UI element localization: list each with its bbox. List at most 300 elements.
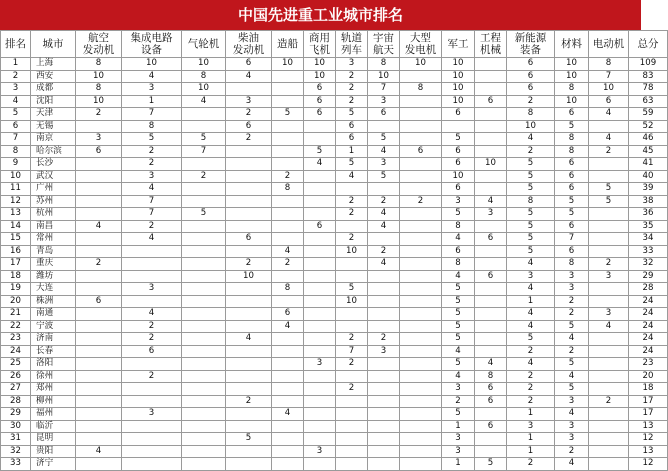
score-cell[interactable]: 2: [336, 333, 368, 346]
score-cell[interactable]: 1: [442, 420, 475, 433]
score-cell[interactable]: [122, 270, 182, 283]
score-cell[interactable]: [76, 408, 122, 421]
score-cell[interactable]: 10: [182, 58, 226, 71]
score-cell[interactable]: 2: [122, 145, 182, 158]
score-cell[interactable]: [304, 270, 336, 283]
score-cell[interactable]: 4: [555, 370, 589, 383]
total-score-cell[interactable]: 24: [629, 333, 668, 346]
city-cell[interactable]: 南昌: [31, 220, 76, 233]
score-cell[interactable]: 4: [76, 220, 122, 233]
city-cell[interactable]: 沈阳: [31, 95, 76, 108]
score-cell[interactable]: 2: [555, 345, 589, 358]
column-header[interactable]: 排名: [1, 31, 31, 58]
score-cell[interactable]: [368, 395, 400, 408]
score-cell[interactable]: 10: [555, 95, 589, 108]
score-cell[interactable]: 6: [226, 120, 272, 133]
score-cell[interactable]: [226, 420, 272, 433]
score-cell[interactable]: 3: [555, 283, 589, 296]
score-cell[interactable]: 7: [122, 208, 182, 221]
total-score-cell[interactable]: 52: [629, 120, 668, 133]
city-cell[interactable]: 无锡: [31, 120, 76, 133]
score-cell[interactable]: 2: [336, 358, 368, 371]
score-cell[interactable]: 4: [76, 445, 122, 458]
rank-cell[interactable]: 3: [1, 83, 31, 96]
score-cell[interactable]: [304, 133, 336, 146]
score-cell[interactable]: 2: [182, 170, 226, 183]
score-cell[interactable]: [589, 220, 629, 233]
score-cell[interactable]: 10: [336, 295, 368, 308]
score-cell[interactable]: 4: [304, 158, 336, 171]
score-cell[interactable]: [400, 170, 442, 183]
score-cell[interactable]: [76, 308, 122, 321]
score-cell[interactable]: 3: [122, 170, 182, 183]
score-cell[interactable]: [368, 308, 400, 321]
city-cell[interactable]: 南京: [31, 133, 76, 146]
score-cell[interactable]: [272, 333, 304, 346]
score-cell[interactable]: [226, 408, 272, 421]
score-cell[interactable]: 5: [122, 133, 182, 146]
score-cell[interactable]: [76, 383, 122, 396]
column-header[interactable]: 大型 发电机: [400, 31, 442, 58]
score-cell[interactable]: 3: [442, 445, 475, 458]
score-cell[interactable]: 4: [122, 233, 182, 246]
total-score-cell[interactable]: 38: [629, 195, 668, 208]
score-cell[interactable]: 5: [304, 145, 336, 158]
score-cell[interactable]: [336, 320, 368, 333]
rank-cell[interactable]: 28: [1, 395, 31, 408]
column-header[interactable]: 宇宙 航天: [368, 31, 400, 58]
score-cell[interactable]: [304, 120, 336, 133]
score-cell[interactable]: 2: [336, 83, 368, 96]
score-cell[interactable]: [304, 408, 336, 421]
score-cell[interactable]: [304, 283, 336, 296]
city-cell[interactable]: 福州: [31, 408, 76, 421]
score-cell[interactable]: 2: [226, 395, 272, 408]
total-score-cell[interactable]: 24: [629, 308, 668, 321]
score-cell[interactable]: 8: [507, 195, 555, 208]
score-cell[interactable]: 2: [368, 245, 400, 258]
city-cell[interactable]: 南通: [31, 308, 76, 321]
score-cell[interactable]: 3: [555, 270, 589, 283]
score-cell[interactable]: 10: [304, 58, 336, 71]
score-cell[interactable]: 6: [442, 183, 475, 196]
score-cell[interactable]: 5: [507, 170, 555, 183]
score-cell[interactable]: [226, 370, 272, 383]
rank-cell[interactable]: 31: [1, 433, 31, 446]
score-cell[interactable]: 10: [507, 120, 555, 133]
score-cell[interactable]: 4: [442, 233, 475, 246]
total-score-cell[interactable]: 17: [629, 395, 668, 408]
score-cell[interactable]: [304, 295, 336, 308]
score-cell[interactable]: 4: [442, 270, 475, 283]
score-cell[interactable]: 1: [122, 95, 182, 108]
score-cell[interactable]: [272, 208, 304, 221]
score-cell[interactable]: [226, 283, 272, 296]
score-cell[interactable]: [304, 420, 336, 433]
score-cell[interactable]: [122, 245, 182, 258]
score-cell[interactable]: [400, 183, 442, 196]
total-score-cell[interactable]: 32: [629, 258, 668, 271]
rank-cell[interactable]: 29: [1, 408, 31, 421]
score-cell[interactable]: 3: [442, 195, 475, 208]
score-cell[interactable]: 2: [507, 345, 555, 358]
score-cell[interactable]: [226, 320, 272, 333]
city-cell[interactable]: 济南: [31, 333, 76, 346]
score-cell[interactable]: 10: [442, 170, 475, 183]
city-cell[interactable]: 宁波: [31, 320, 76, 333]
score-cell[interactable]: [400, 158, 442, 171]
score-cell[interactable]: [122, 295, 182, 308]
city-cell[interactable]: 武汉: [31, 170, 76, 183]
column-header[interactable]: 城市: [31, 31, 76, 58]
score-cell[interactable]: [272, 233, 304, 246]
score-cell[interactable]: [589, 383, 629, 396]
score-cell[interactable]: [182, 420, 226, 433]
score-cell[interactable]: [589, 158, 629, 171]
score-cell[interactable]: [400, 233, 442, 246]
score-cell[interactable]: [475, 108, 507, 121]
score-cell[interactable]: [226, 345, 272, 358]
rank-cell[interactable]: 2: [1, 70, 31, 83]
score-cell[interactable]: 2: [122, 320, 182, 333]
rank-cell[interactable]: 30: [1, 420, 31, 433]
total-score-cell[interactable]: 36: [629, 208, 668, 221]
score-cell[interactable]: [336, 220, 368, 233]
score-cell[interactable]: [182, 433, 226, 446]
total-score-cell[interactable]: 45: [629, 145, 668, 158]
score-cell[interactable]: [76, 345, 122, 358]
city-cell[interactable]: 青岛: [31, 245, 76, 258]
score-cell[interactable]: 5: [442, 133, 475, 146]
score-cell[interactable]: [304, 458, 336, 471]
score-cell[interactable]: 2: [368, 195, 400, 208]
score-cell[interactable]: 3: [368, 95, 400, 108]
score-cell[interactable]: [182, 345, 226, 358]
score-cell[interactable]: 5: [368, 170, 400, 183]
score-cell[interactable]: [122, 395, 182, 408]
score-cell[interactable]: [272, 195, 304, 208]
score-cell[interactable]: 2: [76, 108, 122, 121]
score-cell[interactable]: [336, 370, 368, 383]
score-cell[interactable]: [272, 370, 304, 383]
score-cell[interactable]: [304, 383, 336, 396]
score-cell[interactable]: 10: [555, 58, 589, 71]
score-cell[interactable]: 10: [336, 245, 368, 258]
score-cell[interactable]: [272, 220, 304, 233]
score-cell[interactable]: [272, 358, 304, 371]
score-cell[interactable]: 4: [555, 408, 589, 421]
score-cell[interactable]: [400, 345, 442, 358]
score-cell[interactable]: [182, 395, 226, 408]
city-cell[interactable]: 长春: [31, 345, 76, 358]
score-cell[interactable]: 5: [555, 320, 589, 333]
total-score-cell[interactable]: 28: [629, 283, 668, 296]
score-cell[interactable]: 2: [589, 258, 629, 271]
rank-cell[interactable]: 22: [1, 320, 31, 333]
score-cell[interactable]: [76, 320, 122, 333]
score-cell[interactable]: [304, 395, 336, 408]
score-cell[interactable]: 2: [336, 208, 368, 221]
score-cell[interactable]: [400, 395, 442, 408]
city-cell[interactable]: 昆明: [31, 433, 76, 446]
score-cell[interactable]: [368, 320, 400, 333]
score-cell[interactable]: 8: [272, 183, 304, 196]
score-cell[interactable]: [76, 170, 122, 183]
score-cell[interactable]: [589, 445, 629, 458]
total-score-cell[interactable]: 35: [629, 220, 668, 233]
score-cell[interactable]: [226, 208, 272, 221]
score-cell[interactable]: [400, 220, 442, 233]
score-cell[interactable]: 3: [442, 433, 475, 446]
city-cell[interactable]: 临沂: [31, 420, 76, 433]
score-cell[interactable]: 8: [442, 220, 475, 233]
score-cell[interactable]: 4: [368, 208, 400, 221]
score-cell[interactable]: [76, 420, 122, 433]
city-cell[interactable]: 杭州: [31, 208, 76, 221]
score-cell[interactable]: 3: [507, 270, 555, 283]
score-cell[interactable]: 6: [475, 95, 507, 108]
score-cell[interactable]: [475, 70, 507, 83]
score-cell[interactable]: 8: [76, 83, 122, 96]
score-cell[interactable]: [272, 95, 304, 108]
city-cell[interactable]: 潍坊: [31, 270, 76, 283]
score-cell[interactable]: 6: [555, 245, 589, 258]
score-cell[interactable]: 8: [555, 145, 589, 158]
rank-cell[interactable]: 33: [1, 458, 31, 471]
total-score-cell[interactable]: 46: [629, 133, 668, 146]
score-cell[interactable]: [475, 120, 507, 133]
score-cell[interactable]: 3: [226, 95, 272, 108]
column-header[interactable]: 总分: [629, 31, 668, 58]
score-cell[interactable]: 6: [336, 133, 368, 146]
score-cell[interactable]: [76, 270, 122, 283]
city-cell[interactable]: 西安: [31, 70, 76, 83]
score-cell[interactable]: [76, 208, 122, 221]
rank-cell[interactable]: 15: [1, 233, 31, 246]
score-cell[interactable]: [122, 258, 182, 271]
score-cell[interactable]: 10: [122, 58, 182, 71]
score-cell[interactable]: [400, 433, 442, 446]
score-cell[interactable]: 8: [555, 133, 589, 146]
score-cell[interactable]: 3: [555, 420, 589, 433]
rank-cell[interactable]: 26: [1, 370, 31, 383]
score-cell[interactable]: 2: [226, 108, 272, 121]
score-cell[interactable]: [76, 358, 122, 371]
score-cell[interactable]: 4: [368, 258, 400, 271]
score-cell[interactable]: 10: [272, 58, 304, 71]
score-cell[interactable]: [226, 383, 272, 396]
score-cell[interactable]: [272, 133, 304, 146]
total-score-cell[interactable]: 39: [629, 183, 668, 196]
score-cell[interactable]: 6: [475, 420, 507, 433]
score-cell[interactable]: [272, 295, 304, 308]
score-cell[interactable]: 5: [442, 283, 475, 296]
score-cell[interactable]: 7: [182, 145, 226, 158]
score-cell[interactable]: [182, 333, 226, 346]
score-cell[interactable]: [368, 120, 400, 133]
score-cell[interactable]: [475, 333, 507, 346]
score-cell[interactable]: [400, 108, 442, 121]
score-cell[interactable]: [336, 270, 368, 283]
score-cell[interactable]: [400, 245, 442, 258]
total-score-cell[interactable]: 40: [629, 170, 668, 183]
score-cell[interactable]: [400, 420, 442, 433]
score-cell[interactable]: 3: [555, 395, 589, 408]
rank-cell[interactable]: 7: [1, 133, 31, 146]
score-cell[interactable]: 2: [507, 145, 555, 158]
score-cell[interactable]: [368, 420, 400, 433]
score-cell[interactable]: [226, 445, 272, 458]
score-cell[interactable]: [475, 345, 507, 358]
score-cell[interactable]: 1: [507, 433, 555, 446]
score-cell[interactable]: [122, 383, 182, 396]
score-cell[interactable]: [272, 420, 304, 433]
score-cell[interactable]: [304, 333, 336, 346]
score-cell[interactable]: 6: [400, 145, 442, 158]
score-cell[interactable]: 5: [182, 208, 226, 221]
score-cell[interactable]: 4: [336, 170, 368, 183]
score-cell[interactable]: [475, 295, 507, 308]
score-cell[interactable]: [76, 370, 122, 383]
score-cell[interactable]: [272, 145, 304, 158]
score-cell[interactable]: 2: [555, 445, 589, 458]
score-cell[interactable]: 2: [122, 220, 182, 233]
score-cell[interactable]: 10: [475, 158, 507, 171]
score-cell[interactable]: [182, 308, 226, 321]
score-cell[interactable]: [336, 433, 368, 446]
rank-cell[interactable]: 21: [1, 308, 31, 321]
score-cell[interactable]: [475, 170, 507, 183]
column-header[interactable]: 材料: [555, 31, 589, 58]
score-cell[interactable]: 5: [442, 408, 475, 421]
score-cell[interactable]: [336, 420, 368, 433]
total-score-cell[interactable]: 109: [629, 58, 668, 71]
score-cell[interactable]: [272, 458, 304, 471]
score-cell[interactable]: [272, 158, 304, 171]
score-cell[interactable]: 6: [226, 233, 272, 246]
score-cell[interactable]: 5: [555, 358, 589, 371]
score-cell[interactable]: 6: [368, 108, 400, 121]
total-score-cell[interactable]: 41: [629, 158, 668, 171]
score-cell[interactable]: [226, 170, 272, 183]
score-cell[interactable]: 4: [507, 133, 555, 146]
score-cell[interactable]: [475, 283, 507, 296]
city-cell[interactable]: 成都: [31, 83, 76, 96]
score-cell[interactable]: [475, 183, 507, 196]
score-cell[interactable]: 1: [507, 408, 555, 421]
score-cell[interactable]: [400, 445, 442, 458]
rank-cell[interactable]: 13: [1, 208, 31, 221]
city-cell[interactable]: 徐州: [31, 370, 76, 383]
score-cell[interactable]: [76, 458, 122, 471]
score-cell[interactable]: 2: [272, 170, 304, 183]
score-cell[interactable]: [272, 345, 304, 358]
score-cell[interactable]: [589, 120, 629, 133]
score-cell[interactable]: [226, 158, 272, 171]
score-cell[interactable]: 3: [368, 158, 400, 171]
score-cell[interactable]: 10: [555, 70, 589, 83]
score-cell[interactable]: [272, 83, 304, 96]
score-cell[interactable]: [226, 183, 272, 196]
score-cell[interactable]: [182, 408, 226, 421]
score-cell[interactable]: [368, 295, 400, 308]
score-cell[interactable]: 8: [368, 58, 400, 71]
score-cell[interactable]: [272, 433, 304, 446]
score-cell[interactable]: 4: [589, 320, 629, 333]
score-cell[interactable]: [182, 158, 226, 171]
rank-cell[interactable]: 19: [1, 283, 31, 296]
score-cell[interactable]: [589, 233, 629, 246]
score-cell[interactable]: [589, 295, 629, 308]
score-cell[interactable]: 2: [507, 95, 555, 108]
total-score-cell[interactable]: 34: [629, 233, 668, 246]
score-cell[interactable]: [304, 320, 336, 333]
score-cell[interactable]: [589, 408, 629, 421]
score-cell[interactable]: 2: [507, 370, 555, 383]
score-cell[interactable]: 10: [400, 58, 442, 71]
score-cell[interactable]: 10: [442, 95, 475, 108]
score-cell[interactable]: 4: [507, 308, 555, 321]
score-cell[interactable]: [475, 245, 507, 258]
city-cell[interactable]: 广州: [31, 183, 76, 196]
score-cell[interactable]: 6: [442, 158, 475, 171]
score-cell[interactable]: [76, 195, 122, 208]
score-cell[interactable]: [182, 220, 226, 233]
score-cell[interactable]: [182, 195, 226, 208]
score-cell[interactable]: [226, 245, 272, 258]
column-header[interactable]: 柴油 发动机: [226, 31, 272, 58]
score-cell[interactable]: [76, 395, 122, 408]
score-cell[interactable]: [475, 58, 507, 71]
score-cell[interactable]: [182, 233, 226, 246]
city-cell[interactable]: 哈尔滨: [31, 145, 76, 158]
score-cell[interactable]: [182, 258, 226, 271]
rank-cell[interactable]: 14: [1, 220, 31, 233]
column-header[interactable]: 商用 飞机: [304, 31, 336, 58]
rank-cell[interactable]: 24: [1, 345, 31, 358]
score-cell[interactable]: [272, 395, 304, 408]
score-cell[interactable]: [336, 395, 368, 408]
score-cell[interactable]: 6: [76, 295, 122, 308]
total-score-cell[interactable]: 24: [629, 345, 668, 358]
score-cell[interactable]: 4: [226, 333, 272, 346]
score-cell[interactable]: 5: [507, 245, 555, 258]
score-cell[interactable]: 2: [76, 258, 122, 271]
score-cell[interactable]: 2: [400, 195, 442, 208]
score-cell[interactable]: 6: [555, 220, 589, 233]
score-cell[interactable]: 5: [336, 283, 368, 296]
score-cell[interactable]: [400, 133, 442, 146]
score-cell[interactable]: 4: [122, 70, 182, 83]
score-cell[interactable]: [336, 183, 368, 196]
score-cell[interactable]: [226, 145, 272, 158]
score-cell[interactable]: [368, 408, 400, 421]
score-cell[interactable]: 8: [272, 283, 304, 296]
score-cell[interactable]: [304, 370, 336, 383]
column-header[interactable]: 军工: [442, 31, 475, 58]
score-cell[interactable]: 7: [368, 83, 400, 96]
score-cell[interactable]: [76, 233, 122, 246]
score-cell[interactable]: 6: [475, 395, 507, 408]
score-cell[interactable]: 4: [182, 95, 226, 108]
score-cell[interactable]: [589, 420, 629, 433]
score-cell[interactable]: 5: [589, 195, 629, 208]
rank-cell[interactable]: 9: [1, 158, 31, 171]
score-cell[interactable]: [368, 383, 400, 396]
score-cell[interactable]: 4: [122, 308, 182, 321]
total-score-cell[interactable]: 23: [629, 358, 668, 371]
score-cell[interactable]: 2: [122, 333, 182, 346]
